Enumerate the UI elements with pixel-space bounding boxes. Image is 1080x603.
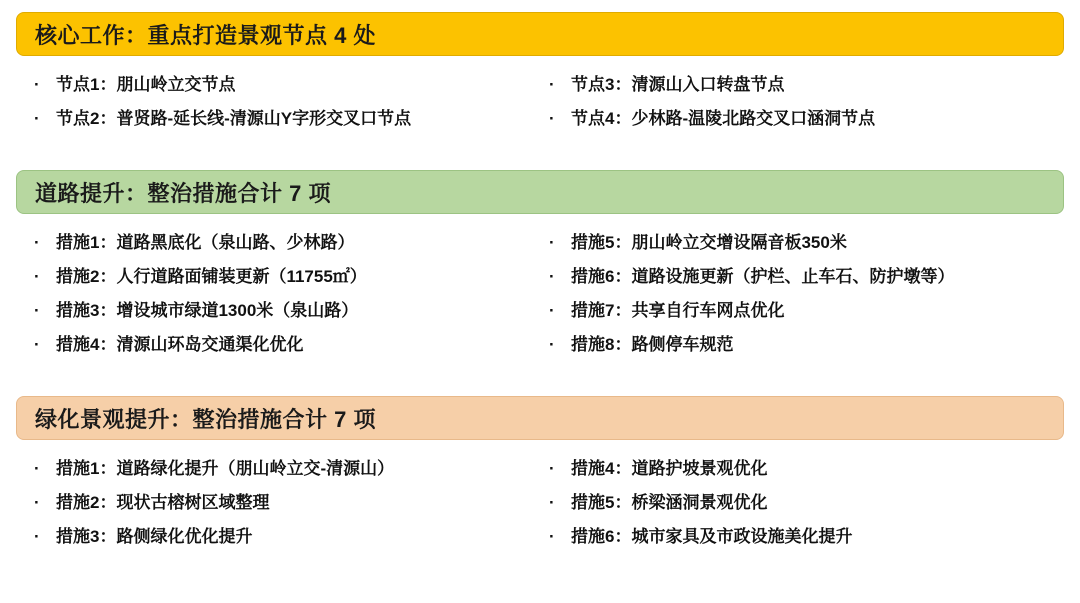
list-item (34, 486, 549, 520)
list-item (549, 102, 1064, 136)
list-item-label: 节点2：普贤路-延长线-清源山Y字形交叉口节点 (56, 109, 412, 128)
section-title: 核心工作：重点打造景观节点 4 处 (35, 22, 376, 48)
bullet-icon: · (549, 233, 555, 252)
bullet-icon: · (34, 75, 40, 94)
list-item (34, 226, 549, 260)
section-greening-landscape (16, 396, 1064, 554)
bullet-icon: · (34, 493, 40, 512)
list-item-label: 节点1：朋山岭立交节点 (56, 75, 236, 94)
list-item-label: 措施3：路侧绿化优化提升 (56, 527, 253, 546)
bullet-icon: · (34, 335, 40, 354)
bullet-icon: · (549, 301, 555, 320)
bullet-icon: · (549, 493, 555, 512)
list-item (34, 260, 549, 294)
list-item (549, 260, 1064, 294)
list-item (34, 102, 549, 136)
list-item (34, 294, 549, 328)
list-item-label: 措施5：朋山岭立交增设隔音板350米 (571, 233, 847, 252)
section-header-greening-landscape (16, 396, 1064, 440)
list-item (34, 520, 549, 554)
section-core-work (16, 12, 1064, 136)
list-item-label: 措施1：道路黑底化（泉山路、少林路） (56, 233, 355, 252)
list-item-label: 措施8：路侧停车规范 (571, 335, 734, 354)
section-header-core-work (16, 12, 1064, 56)
list-item-label: 措施6：道路设施更新（护栏、止车石、防护墩等） (571, 267, 955, 286)
list-item (549, 68, 1064, 102)
bullet-icon: · (34, 527, 40, 546)
bullet-icon: · (549, 527, 555, 546)
list-item (549, 226, 1064, 260)
section-items-road-upgrade (16, 214, 1064, 362)
list-item (549, 486, 1064, 520)
list-item (549, 328, 1064, 362)
bullet-icon: · (34, 267, 40, 286)
section-title: 绿化景观提升：整治措施合计 7 项 (35, 406, 376, 432)
list-item-label: 措施7：共享自行车网点优化 (571, 301, 785, 320)
list-item-label: 节点4：少林路-温陵北路交叉口涵洞节点 (571, 109, 876, 128)
list-item (34, 328, 549, 362)
bullet-icon: · (34, 109, 40, 128)
section-title: 道路提升：整治措施合计 7 项 (35, 180, 331, 206)
list-item-label: 措施3：增设城市绿道1300米（泉山路） (56, 301, 359, 320)
list-item-label: 节点3：清源山入口转盘节点 (571, 75, 785, 94)
list-item-label: 措施5：桥梁涵洞景观优化 (571, 493, 768, 512)
list-item-label: 措施6：城市家具及市政设施美化提升 (571, 527, 853, 546)
list-item (549, 520, 1064, 554)
bullet-icon: · (34, 233, 40, 252)
bullet-icon: · (34, 301, 40, 320)
bullet-icon: · (549, 267, 555, 286)
list-item (34, 452, 549, 486)
list-item-label: 措施2：现状古榕树区域整理 (56, 493, 270, 512)
list-item-label: 措施4：道路护坡景观优化 (571, 459, 768, 478)
bullet-icon: · (549, 459, 555, 478)
section-items-greening-landscape (16, 440, 1064, 554)
section-road-upgrade (16, 170, 1064, 362)
bullet-icon: · (549, 75, 555, 94)
section-items-core-work (16, 56, 1064, 136)
list-item-label: 措施4：清源山环岛交通渠化优化 (56, 335, 304, 354)
list-item-label: 措施1：道路绿化提升（朋山岭立交-清源山） (56, 459, 395, 478)
bullet-icon: · (549, 335, 555, 354)
list-item (549, 294, 1064, 328)
list-item (549, 452, 1064, 486)
list-item-label: 措施2：人行道路面铺装更新（11755㎡） (56, 267, 367, 286)
bullet-icon: · (34, 459, 40, 478)
bullet-icon: · (549, 109, 555, 128)
list-item (34, 68, 549, 102)
section-header-road-upgrade (16, 170, 1064, 214)
